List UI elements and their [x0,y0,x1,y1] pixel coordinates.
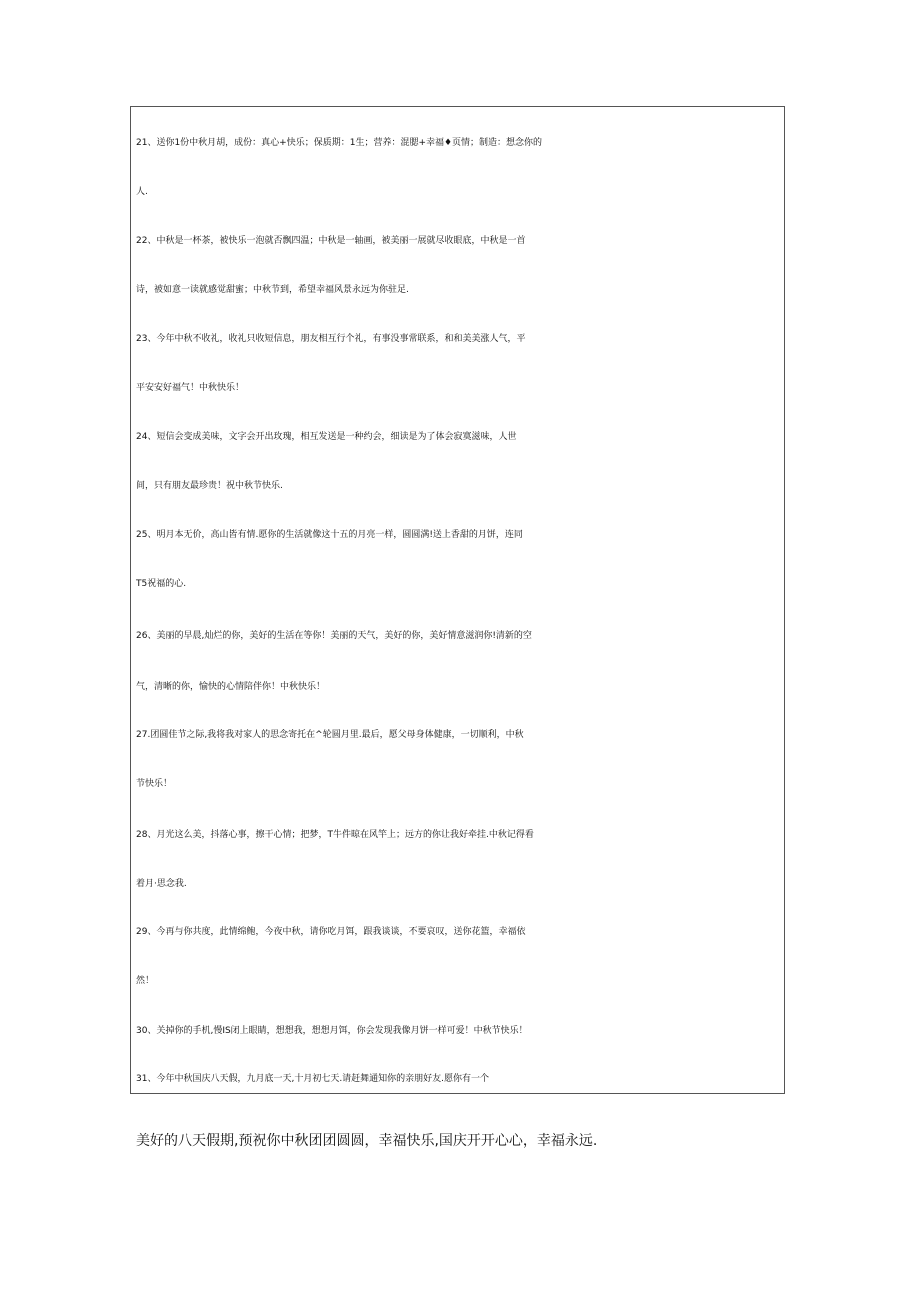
text-line-2: 人. [136,187,148,197]
text-line-17: 29、今再与你共度，此情绵鲍，今夜中秋，请你吃月饵，跟我谈谈，不要哀叹，送你花篮，幸福依 [136,927,526,937]
text-line-1: 21、送你1份中秋月胡，成份：真心+快乐；保质期：1生；营养：混腮+幸福♦页情；制造：想念你的 [136,138,543,148]
text-line-20: 31、今年中秋国庆八天假，九月底一天,十月初七天.请赶舞通知你的亲朋好友.愿你有一个 [136,1074,490,1084]
text-line-9: 25、明月本无价，高山皆有情.愿你的生活就像这十五的月亮一样，圆圆满!送上香甜的月饼，连同 [136,530,523,540]
text-line-4: 诗，被如意一读就感觉甜蜜；中秋节到，希望幸福风景永远为你驻足. [136,285,409,295]
text-line-10: T5祝福的心. [136,579,187,589]
text-line-5: 23、今年中秋不收礼，收礼只收短信息，朋友相互行个礼，有事没事常联系，和和美美涨人气，平 [136,334,526,344]
trailing-text-line: 美好的八天假期,预祝你中秋团团圆圆，幸福快乐,国庆开开心心，幸福永远. [136,1133,598,1149]
text-line-16: 着月·思念我. [136,879,187,889]
text-line-7: 24、短信会变成美味，文字会开出玫瑰，相互发送是一种约会，细读是为了体会寂寞滋味，人世 [136,432,517,442]
text-frame [130,106,785,1094]
text-line-19: 30、关掉你的手机,慢IS闭上眼睛，想想我，想想月饵，你会发现我像月饼一样可爱！中秋节快乐！ [136,1026,528,1036]
text-line-13: 27.团圆佳节之际,我将我对家人的思念寄托在^轮圆月里.最后，愿父母身体健康，一切顺利，中秋 [136,730,524,740]
text-line-6: 平安安好福气！中秋快乐！ [136,383,245,393]
text-line-11: 26、美丽的早晨,灿烂的你，美好的生活在等你！美丽的天气，美好的你，美好情意滋润你!清新的空 [136,631,532,641]
text-line-15: 28、月光这么美，抖落心事，擦干心情；把梦，T牛件晾在风竿上；远方的你让我好牵挂.中秋记得看 [136,830,534,840]
text-line-3: 22、中秋是一杯茶，被快乐一泡就否飘四温；中秋是一轴画，被美丽一展就尽收眼底，中秋是一首 [136,236,526,246]
text-line-18: 然！ [136,976,155,986]
text-line-8: 间，只有朋友最珍贵！祝中秋节快乐. [136,481,283,491]
text-line-14: 节快乐！ [136,779,173,789]
text-line-12: 气，清晰的你，愉快的心情陪伴你！中秋快乐！ [136,682,326,692]
